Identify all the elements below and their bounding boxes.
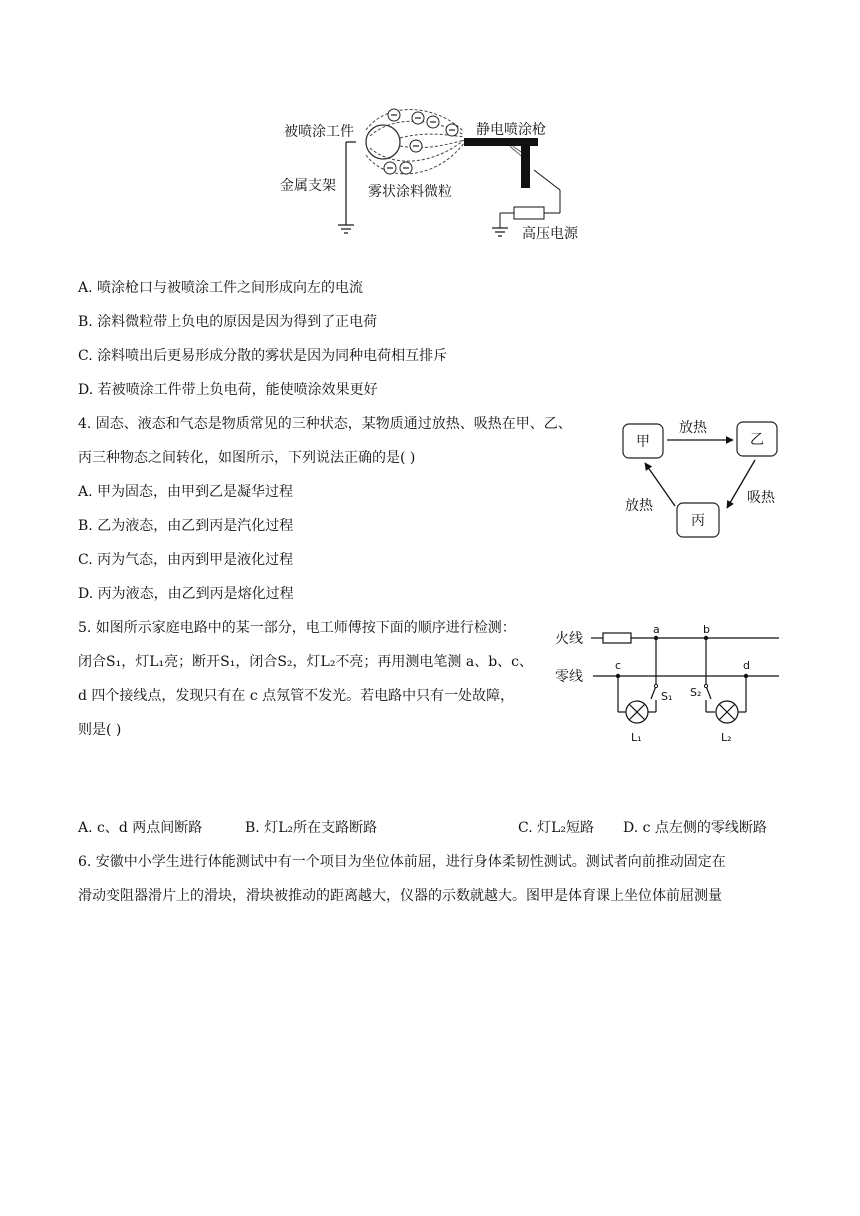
q4-stem-line1: 4. 固态、液态和气态是物质常见的三种状态，某物质通过放热、吸热在甲、乙、 [78,416,572,432]
box-bing-label: 丙 [691,513,705,529]
box-jia-label: 甲 [636,434,650,450]
q4-option-c[interactable]: C. 丙为气态，由丙到甲是液化过程 [78,552,294,568]
power-ground-symbol [492,228,508,236]
q5-stem-line4: 则是( ) [78,722,122,738]
label-power-supply: 高压电源 [522,226,578,242]
q6-line2: 滑动变阻器滑片上的滑块，滑块被推动的距离越大，仪器的示数就越大。图甲是体育课上坐位体前屈测量 [78,888,722,904]
label-lamp-l2: L₂ [721,731,732,744]
label-workpiece: 被喷涂工件 [284,124,354,140]
label-top-release-heat: 放热 [679,420,707,436]
q4-option-d[interactable]: D. 丙为液态，由乙到丙是熔化过程 [78,586,294,602]
lamp-l1 [626,701,648,723]
label-point-d: d [743,659,750,672]
label-left-release-heat: 放热 [625,498,653,514]
q5-stem-line3: d 四个接线点，发现只有在 c 点氖管不发光。若电路中只有一处故障， [78,688,515,704]
workpiece-sphere [366,125,400,159]
label-switch-s1: S₁ [661,690,673,703]
label-point-a: a [653,623,660,636]
label-neutral-wire: 零线 [555,669,583,685]
label-point-b: b [703,623,710,636]
power-supply-resistor [514,207,544,219]
box-yi-label: 乙 [750,432,764,448]
q5-stem-line1: 5. 如图所示家庭电路中的某一部分，电工师傅按下面的顺序进行检测： [78,620,516,636]
q6-line1: 6. 安徽中小学生进行体能测试中有一个项目为坐位体前屈，进行身体柔韧性测试。测试者向前推动固定在 [78,854,726,870]
state-change-figure [615,410,785,542]
q5-option-b[interactable]: B. 灯L₂所在支路断路 [245,820,378,836]
q4-option-a[interactable]: A. 甲为固态，由甲到乙是凝华过程 [78,484,294,500]
label-metal-stand: 金属支架 [280,178,336,194]
lamp-l2 [716,701,738,723]
spray-gun-figure [278,100,598,245]
label-switch-s2: S₂ [690,686,702,699]
label-particles: 雾状涂料微粒 [368,184,452,200]
q3-option-d[interactable]: D. 若被喷涂工件带上负电荷，能使喷涂效果更好 [78,382,378,398]
q5-stem-line2: 闭合S₁，灯L₁亮；断开S₁，闭合S₂，灯L₂不亮；再用测电笔测 a、b、c、 [78,654,534,670]
label-right-absorb-heat: 吸热 [747,490,775,506]
label-spray-gun: 静电喷涂枪 [476,122,546,138]
label-lamp-l1: L₁ [631,731,642,744]
q3-option-c[interactable]: C. 涂料喷出后更易形成分散的雾状是因为同种电荷相互排斥 [78,348,448,364]
q4-stem-line2: 丙三种物态之间转化，如图所示，下列说法正确的是( ) [78,450,416,466]
label-live-wire: 火线 [555,631,583,647]
q4-option-b[interactable]: B. 乙为液态，由乙到丙是汽化过程 [78,518,294,534]
ground-symbol [338,225,354,233]
fuse [603,633,631,643]
household-circuit-figure [553,620,783,748]
q5-option-d[interactable]: D. c 点左侧的零线断路 [623,820,767,836]
q3-option-a[interactable]: A. 喷涂枪口与被喷涂工件之间形成向左的电流 [78,280,364,296]
q5-option-a[interactable]: A. c、d 两点间断路 [78,820,203,836]
spray-gun [464,138,538,146]
label-point-c: c [615,659,622,672]
q5-option-c[interactable]: C. 灯L₂短路 [518,820,595,836]
q3-option-b[interactable]: B. 涂料微粒带上负电的原因是因为得到了正电荷 [78,314,378,330]
